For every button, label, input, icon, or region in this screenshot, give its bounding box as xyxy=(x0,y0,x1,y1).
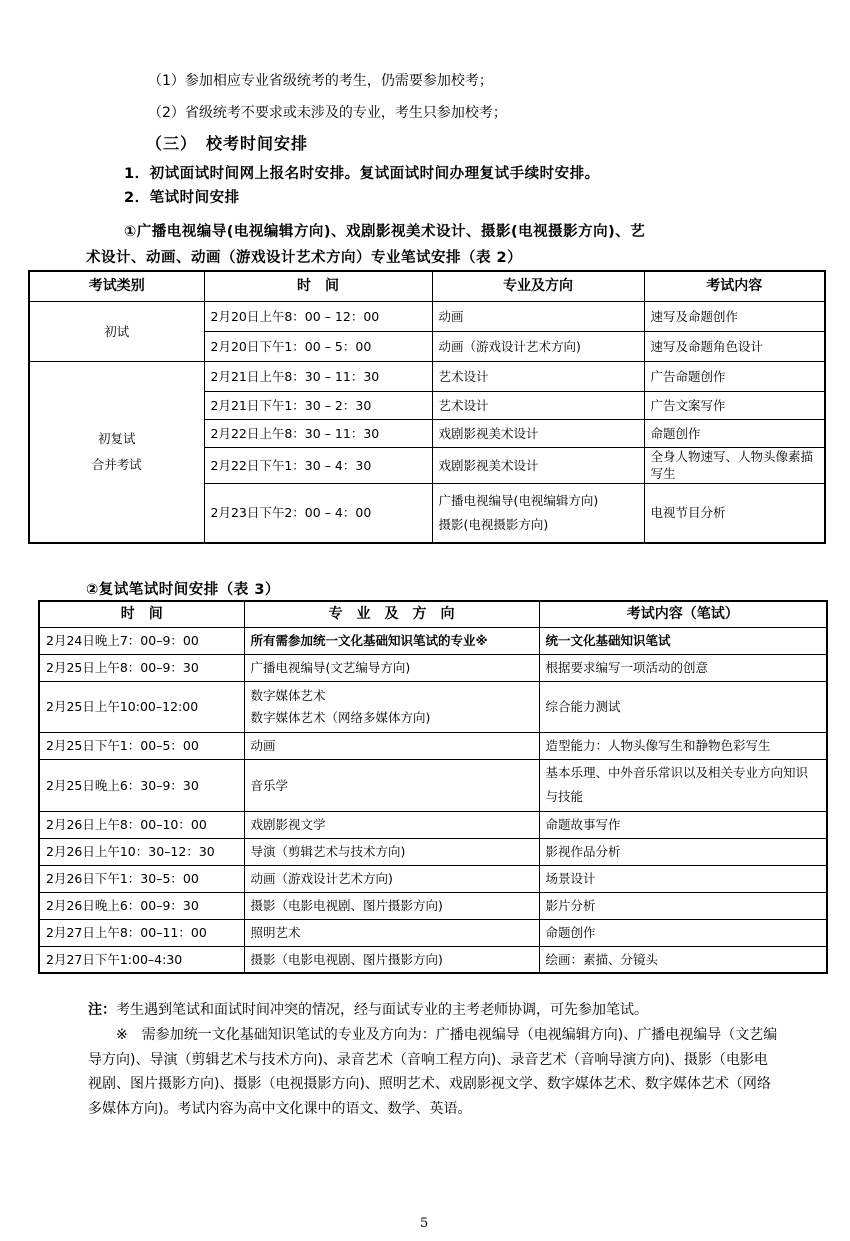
table2-major: 戏剧影视美术设计 xyxy=(432,447,644,483)
table2-content: 全身人物速写、人物头像素描写生 xyxy=(644,447,825,483)
table2-time: 2月20日下午1：00 – 5：00 xyxy=(204,331,432,361)
table3-content: 命题创作 xyxy=(539,919,827,946)
table-row xyxy=(39,759,827,811)
table3-content: 命题故事写作 xyxy=(539,811,827,838)
note-text: 考生遇到笔试和面试时间冲突的情况，经与面试专业的主考老师协调，可先参加笔试。 xyxy=(116,1002,648,1018)
table3-content: 影视作品分析 xyxy=(539,838,827,865)
table2-major-line1: 广播电视编导(电视编辑方向) xyxy=(438,492,599,508)
table2-major: 戏剧影视美术设计 xyxy=(432,419,644,447)
table3-content: 场景设计 xyxy=(539,865,827,892)
table3-time: 2月27日下午1:00–4:30 xyxy=(39,946,244,973)
table2-time: 2月22日上午8：30 – 11：30 xyxy=(204,419,432,447)
table2-major xyxy=(432,483,644,543)
table2 xyxy=(28,270,826,544)
table-row xyxy=(39,838,827,865)
list-item-1: （1）参加相应专业省级统考的考生，仍需要参加校考； xyxy=(148,73,493,89)
table2-content: 电视节目分析 xyxy=(644,483,825,543)
table3-major: 动画 xyxy=(244,732,539,759)
table3-content: 造型能力：人物头像写生和静物色彩写生 xyxy=(539,732,827,759)
table2-major: 动画 xyxy=(432,301,644,331)
table2-caption-line1: ①广播电视编导(电视编辑方向)、戏剧影视美术设计、摄影(电视摄影方向)、艺 xyxy=(124,224,646,240)
table3-major-line1: 数字媒体艺术 xyxy=(250,687,326,703)
table3-major: 摄影（电影电视剧、图片摄影方向) xyxy=(244,946,539,973)
table-row xyxy=(39,681,827,732)
table2-major: 艺术设计 xyxy=(432,361,644,391)
section-title: （三） 校考时间安排 xyxy=(146,134,309,153)
remark-paragraph: ※ 需参加统一文化基础知识笔试的专业及方向为：广播电视编导（电视编辑方向)、广播电视编导（文艺编导方向)、导演（剪辑艺术与技术方向)、录音艺术（音响工程方向)、录音艺术（音响导演方向)、摄影（电影电视剧、图片摄影方向)、摄影（电视摄影方向)、照明艺术、戏剧影视文学、数字媒体艺术、数字媒体艺术（网络多媒体方向)。考试内容为高中文化课中的语文、数学、英语。 xyxy=(88,1027,778,1117)
table-row xyxy=(39,732,827,759)
table3-major: 音乐学 xyxy=(244,759,539,811)
table2-content: 速写及命题创作 xyxy=(644,301,825,331)
table2-header-major: 专业及方向 xyxy=(432,271,644,301)
table3-major: 戏剧影视文学 xyxy=(244,811,539,838)
table3-time: 2月26日下午1：30–5：00 xyxy=(39,865,244,892)
table2-category-combined-line2: 合并考试 xyxy=(91,456,142,472)
table3-content: 影片分析 xyxy=(539,892,827,919)
table3-major: 动画（游戏设计艺术方向) xyxy=(244,865,539,892)
table-row xyxy=(39,811,827,838)
table3-header-row xyxy=(39,601,827,627)
table3-content: 综合能力测试 xyxy=(539,681,827,732)
table3-header-time: 时 间 xyxy=(39,601,244,627)
table-row xyxy=(39,627,827,654)
table2-category-combined xyxy=(29,361,204,543)
table-row xyxy=(29,361,825,391)
table2-content: 命题创作 xyxy=(644,419,825,447)
table3-content: 基本乐理、中外音乐常识以及相关专业方向知识与技能 xyxy=(539,759,827,811)
table3-header-content: 考试内容（笔试） xyxy=(539,601,827,627)
table3-time: 2月25日上午10:00–12:00 xyxy=(39,681,244,732)
table3-caption: ②复试笔试时间安排（表 3） xyxy=(86,582,280,598)
table3-major: 广播电视编导(文艺编导方向) xyxy=(244,654,539,681)
table-row xyxy=(39,654,827,681)
table-row xyxy=(39,946,827,973)
exam-point-2: 2．笔试时间安排 xyxy=(124,190,240,206)
table-row xyxy=(39,892,827,919)
table2-major-line2: 摄影(电视摄影方向) xyxy=(438,516,549,532)
table2-header-time: 时 间 xyxy=(204,271,432,301)
table2-major: 动画（游戏设计艺术方向) xyxy=(432,331,644,361)
table3-major xyxy=(244,681,539,732)
table3-time: 2月25日下午1：00–5：00 xyxy=(39,732,244,759)
table2-header-row xyxy=(29,271,825,301)
table2-content: 广告文案写作 xyxy=(644,391,825,419)
table2-time: 2月21日上午8：30 – 11：30 xyxy=(204,361,432,391)
table-row xyxy=(29,301,825,331)
table3-major: 摄影（电影电视剧、图片摄影方向) xyxy=(244,892,539,919)
table3-time: 2月25日晚上6：30–9：30 xyxy=(39,759,244,811)
table3-content: 绘画：素描、分镜头 xyxy=(539,946,827,973)
table2-content: 速写及命题角色设计 xyxy=(644,331,825,361)
table3-time: 2月26日上午8：00–10：00 xyxy=(39,811,244,838)
table2-time: 2月22日下午1：30 – 4：30 xyxy=(204,447,432,483)
table3-major-line2: 数字媒体艺术（网络多媒体方向) xyxy=(250,709,431,725)
table3-content: 根据要求编写一项活动的创意 xyxy=(539,654,827,681)
table2-caption-line2: 术设计、动画、动画（游戏设计艺术方向）专业笔试安排（表 2） xyxy=(86,250,523,266)
table3-content: 统一文化基础知识笔试 xyxy=(539,627,827,654)
table2-time: 2月21日下午1：30 – 2：30 xyxy=(204,391,432,419)
table2-content: 广告命题创作 xyxy=(644,361,825,391)
table2-major: 艺术设计 xyxy=(432,391,644,419)
table2-category-combined-line1: 初复试 xyxy=(97,430,136,446)
table2-header-category: 考试类别 xyxy=(29,271,204,301)
note-paragraph xyxy=(88,998,778,1023)
list-item-2: （2）省级统考不要求或未涉及的专业，考生只参加校考； xyxy=(148,105,507,121)
table2-category-initial: 初试 xyxy=(29,301,204,361)
table3-time: 2月27日上午8：00–11：00 xyxy=(39,919,244,946)
table3-header-major: 专 业 及 方 向 xyxy=(244,601,539,627)
table3-major: 照明艺术 xyxy=(244,919,539,946)
table2-time: 2月23日下午2：00 – 4：00 xyxy=(204,483,432,543)
table3-time: 2月26日晚上6：00–9：30 xyxy=(39,892,244,919)
table2-header-content: 考试内容 xyxy=(644,271,825,301)
table3-time: 2月26日上午10：30–12：30 xyxy=(39,838,244,865)
page-number: 5 xyxy=(420,1216,429,1231)
table-row xyxy=(39,919,827,946)
table2-time: 2月20日上午8：00 – 12：00 xyxy=(204,301,432,331)
table3 xyxy=(38,600,828,974)
table-row xyxy=(39,865,827,892)
exam-point-1: 1．初试面试时间网上报名时安排。复试面试时间办理复试手续时安排。 xyxy=(124,166,600,182)
table3-major: 所有需参加统一文化基础知识笔试的专业※ xyxy=(244,627,539,654)
table3-time: 2月25日上午8：00–9：30 xyxy=(39,654,244,681)
note-label: 注： xyxy=(88,1002,116,1018)
table3-major: 导演（剪辑艺术与技术方向) xyxy=(244,838,539,865)
table3-time: 2月24日晚上7：00–9：00 xyxy=(39,627,244,654)
